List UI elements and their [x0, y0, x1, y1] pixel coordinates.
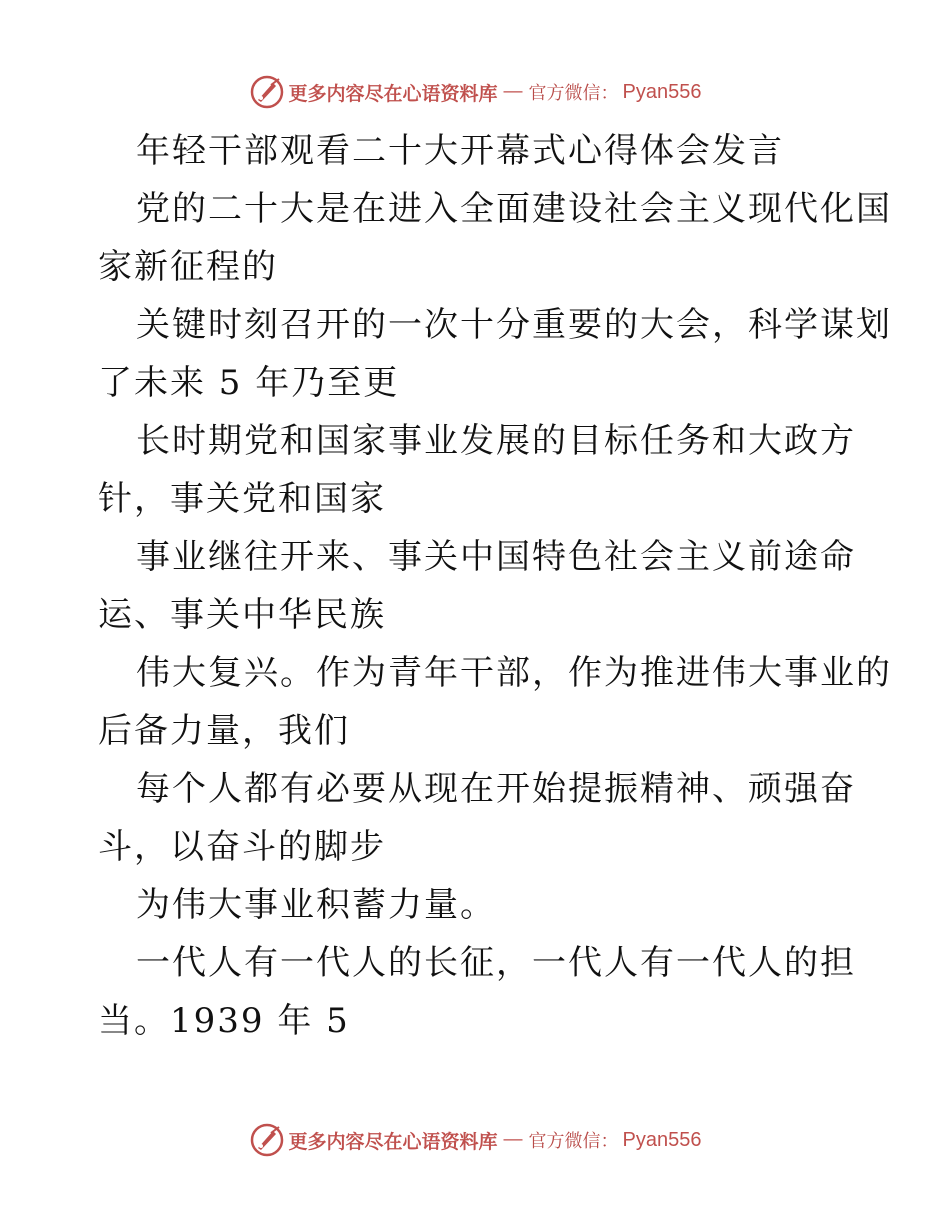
text-line: 每个人都有必要从现在开始提振精神、顽强奋 — [136, 769, 856, 809]
text-line: 家新征程的 — [98, 247, 278, 287]
banner-title: 更多内容尽在心语资料库 — [288, 1130, 498, 1153]
banner-wechat-id: Pyan556 — [622, 1128, 702, 1151]
banner-separator: — — [503, 1129, 523, 1150]
text-line: 党的二十大是在进入全面建设社会主义现代化国 — [136, 189, 892, 229]
footer-banner — [0, 1118, 950, 1162]
text-line: 针，事关党和国家 — [98, 479, 386, 519]
banner-title: 更多内容尽在心语资料库 — [288, 82, 498, 105]
quill-logo-icon — [249, 1122, 285, 1158]
banner-wechat-label: 官方微信： — [528, 83, 619, 104]
banner-wechat-id: Pyan556 — [622, 80, 702, 103]
text-line: 为伟大事业积蓄力量。 — [136, 885, 496, 925]
banner-separator: — — [503, 81, 523, 102]
text-line: 关键时刻召开的一次十分重要的大会，科学谋划 — [136, 305, 892, 345]
text-line: 长时期党和国家事业发展的目标任务和大政方 — [136, 421, 856, 461]
text-line: 当。1939 年 5 — [98, 1001, 350, 1041]
text-line: 一代人有一代人的长征，一代人有一代人的担 — [136, 943, 856, 983]
text-line: 伟大复兴。作为青年干部，作为推进伟大事业的 — [136, 653, 892, 693]
text-line: 斗，以奋斗的脚步 — [98, 827, 386, 867]
quill-logo-icon — [249, 74, 285, 110]
document-body — [98, 122, 892, 1050]
header-banner — [0, 70, 950, 114]
text-line: 事业继往开来、事关中国特色社会主义前途命 — [136, 537, 856, 577]
text-line: 运、事关中华民族 — [98, 595, 386, 635]
banner-wechat-label: 官方微信： — [528, 1131, 619, 1152]
document-title: 年轻干部观看二十大开幕式心得体会发言 — [136, 131, 784, 171]
text-line: 后备力量，我们 — [98, 711, 350, 751]
text-line: 了未来 5 年乃至更 — [98, 363, 400, 403]
